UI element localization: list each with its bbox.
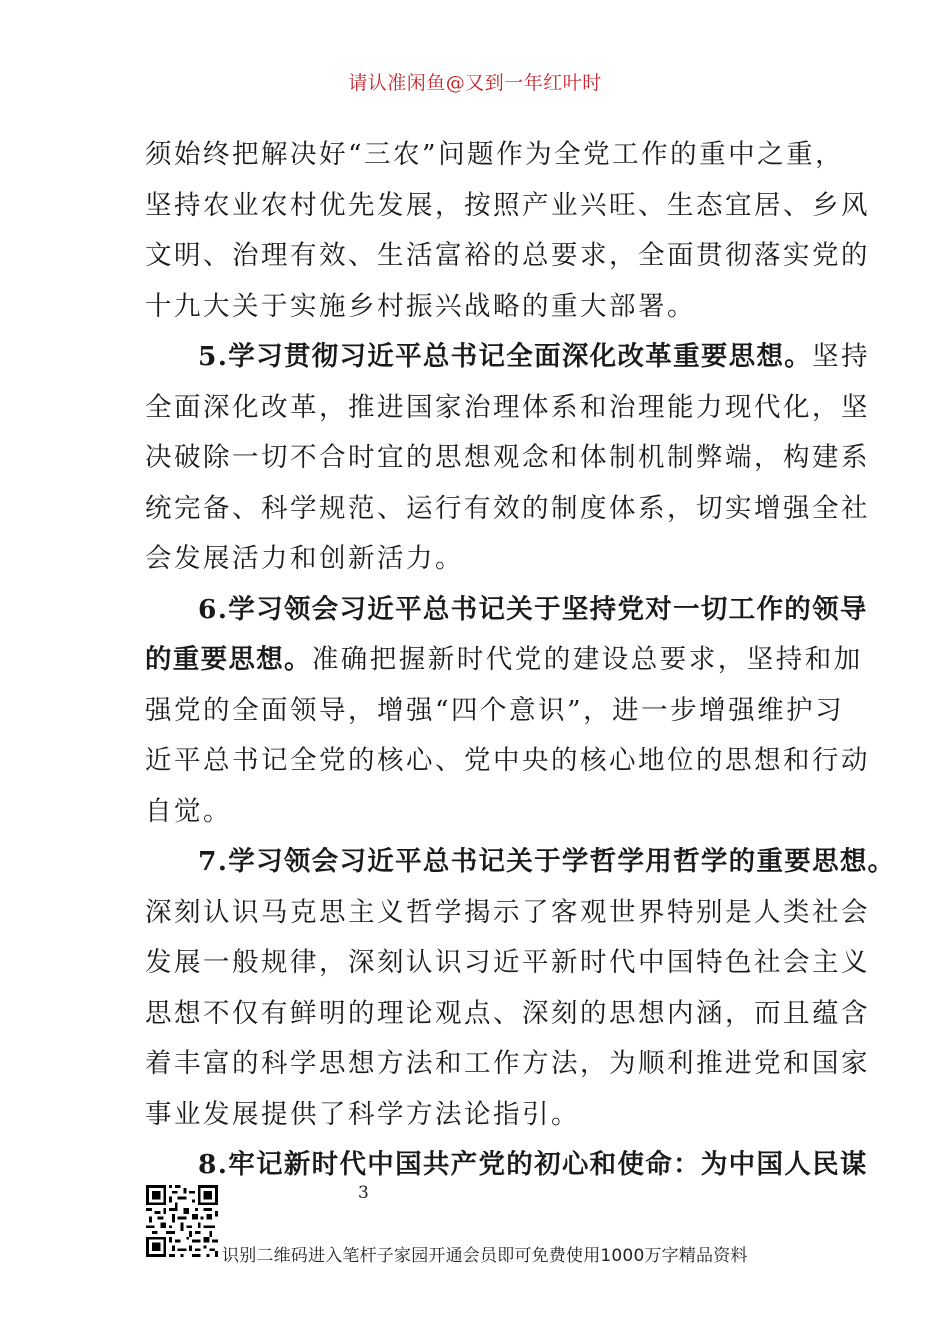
- text-line: 的重要思想。准确把握新时代党的建设总要求，坚持和加: [145, 644, 863, 675]
- text-line: 强党的全面领导，增强“四个意识”，进一步增强维护习: [145, 694, 845, 726]
- section-heading-7: 7.学习领会习近平总书记关于学哲学用哲学的重要思想。: [198, 846, 896, 877]
- page-number: 3: [358, 1183, 369, 1203]
- text-line: 自觉。: [145, 795, 232, 827]
- section-heading-8: 8.牢记新时代中国共产党的初心和使命：为中国人民谋: [198, 1149, 868, 1180]
- qr-code-icon[interactable]: [146, 1185, 218, 1257]
- section-heading-5: 5.学习贯彻习近平总书记全面深化改革重要思想。坚持: [198, 341, 871, 372]
- text-line: 十九大关于实施乡村振兴战略的重大部署。: [145, 290, 696, 322]
- text-line: 思想不仅有鲜明的理论观点、深刻的思想内涵，而且蕴含: [145, 997, 870, 1029]
- section-heading-6: 6.学习领会习近平总书记关于坚持党对一切工作的领导: [198, 593, 868, 625]
- watermark-header: 请认准闲鱼@又到一年红叶时: [348, 72, 602, 94]
- text-line: 全面深化改革，推进国家治理体系和治理能力现代化，坚: [145, 391, 870, 423]
- text-line: 发展一般规律，深刻认识习近平新时代中国特色社会主义: [145, 947, 870, 978]
- text-line: 着丰富的科学思想方法和工作方法，为顺利推进党和国家: [145, 1048, 870, 1079]
- text-line: 决破除一切不合时宜的思想观念和体制机制弊端，构建系: [145, 442, 870, 473]
- text-line: 坚持农业农村优先发展，按照产业兴旺、生态宜居、乡风: [145, 189, 870, 221]
- document-body: [145, 130, 896, 1191]
- footer-promo-text: 识别二维码进入笔杆子家园开通会员即可免费使用1000万字精品资料: [222, 1246, 748, 1266]
- text-line: 会发展活力和创新活力。: [145, 543, 464, 574]
- text-line: 须始终把解决好“三农”问题作为全党工作的重中之重，: [145, 139, 845, 170]
- text-line: 深刻认识马克思主义哲学揭示了客观世界特别是人类社会: [145, 896, 870, 928]
- text-line: 文明、治理有效、生活富裕的总要求，全面贯彻落实党的: [145, 240, 870, 271]
- text-line: 统完备、科学规范、运行有效的制度体系，切实增强全社: [145, 492, 870, 524]
- text-line: 近平总书记全党的核心、党中央的核心地位的思想和行动: [145, 745, 870, 776]
- text-line: 事业发展提供了科学方法论指引。: [145, 1098, 580, 1130]
